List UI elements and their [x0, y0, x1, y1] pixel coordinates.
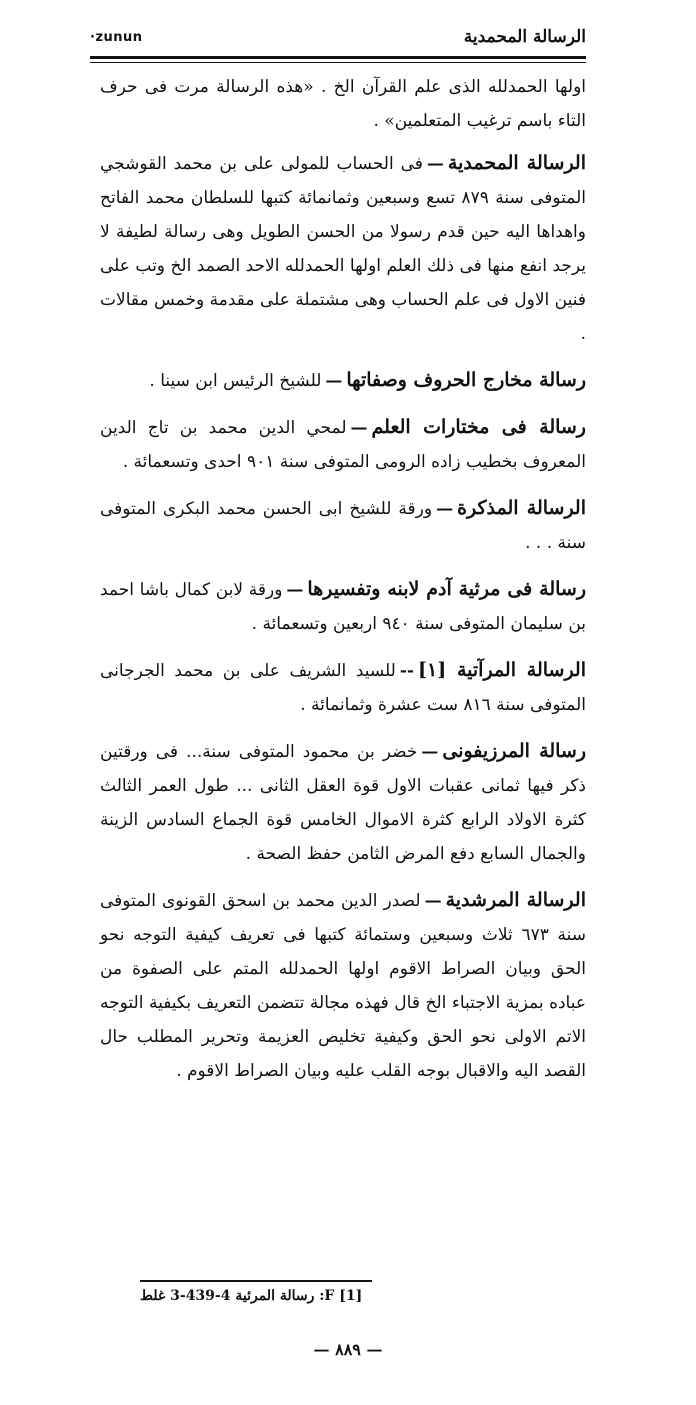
- entry-text: للشيخ الرئيس ابن سينا .: [149, 371, 322, 391]
- main-text: [100, 70, 586, 1100]
- footnote-rule: [140, 1280, 372, 1282]
- entry-text: لصدر الدين محمد بن اسحق القونوى المتوفى سنة ٦٧٣ ثلاث وسبعين وستمائة كتبها فى تعريف كيفية التوجه نحو الحق وبيان الصراط الاقوم اولها الحمدلله المتم على الصفوة من عباده بمزية الاجتباء الخ قال فهذه مجالة تتضمن التعريف بكيفية التوجه الاتم الاولى نحو الحق وكيفية تخليص العزيمة وتحرير المطلب حال القصد اليه والاقبال بوجه القلب عليه وبيان الصراط الاقوم .: [100, 891, 586, 1081]
- running-header: [90, 22, 586, 52]
- entry-text: ورقة للشيخ ابى الحسن محمد البكرى المتوفى سنة . . .: [100, 499, 586, 553]
- entry-title: رسالة المرزيفونى: [442, 740, 586, 762]
- entry: [100, 572, 586, 641]
- entry-title: رسالة فى مختارات العلم: [371, 416, 586, 438]
- entry-text: ورقة لابن كمال باشا احمد بن سليمان المتوفى سنة ٩٤٠ اربعين وتسعمائة .: [100, 580, 586, 634]
- entry-dash: —: [426, 154, 444, 174]
- entry: [100, 883, 586, 1088]
- entry-text: فى الحساب للمولى على بن محمد القوشجي المتوفى سنة ٨٧٩ تسع وسبعين وثمانمائة كتبها للسلطان محمد الفاتح واهداها اليه حين قدم رسولا من الحسن الطويل وهى رسالة لطيفة لا يرجد انفع منها فى ذلك العلم اولها الحمدلله الاحد الصمد الخ وتب على فنين الاول فى علم الحساب وهى مشتملة على مقدمة وخمس مقالات .: [100, 154, 586, 344]
- entry-title: الرسالة المرآتية [١]: [418, 659, 586, 681]
- entry-title: الرسالة المرشدية: [445, 889, 586, 911]
- entry-title: الرسالة المحمدية: [447, 152, 586, 174]
- entry-dash: —: [350, 418, 368, 438]
- header-rule-thick: [90, 56, 586, 59]
- header-rule-thin: [90, 62, 586, 63]
- header-title: الرسالة المحمدية: [463, 27, 586, 47]
- footnote: [1] F: رسالة المرئية 4-439-3 غلط: [140, 1288, 363, 1304]
- entry: [100, 410, 586, 479]
- entry: [100, 491, 586, 560]
- entry-text: خضر بن محمود المتوفى سنة... فى ورقتين ذكر فيها ثمانى عقبات الاول قوة العقل الثانى ... طول العمر الثالث كثرة الاولاد الرابع كثرة الاموال الخامس قوة الجماع السادس الزينة والجمال السابع دفع المرض الثامن حفظ الصحة .: [100, 742, 586, 864]
- entry-title: رسالة فى مرثية آدم لابنه وتفسيرها: [307, 578, 586, 600]
- entry: [100, 363, 586, 398]
- entry-dash: —: [325, 371, 343, 391]
- entry-dash: —: [421, 742, 439, 762]
- entry-title: رسالة مخارج الحروف وصفاتها: [346, 369, 586, 391]
- entry: [100, 734, 586, 871]
- entry: [100, 146, 586, 351]
- entry-dash: —: [436, 499, 454, 519]
- entry-dash: —: [424, 891, 442, 911]
- page-number: — ٨٨٩ —: [313, 1340, 383, 1359]
- entry-text: للسيد الشريف على بن محمد الجرجانى المتوفى سنة ٨١٦ ست عشرة وثمانمائة .: [100, 661, 586, 715]
- entry: [100, 653, 586, 722]
- entry-title: الرسالة المذكرة: [457, 497, 586, 519]
- header-left-label: ·zunun: [90, 29, 143, 45]
- intro-paragraph: اولها الحمدلله الذى علم القرآن الخ . «هذه الرسالة مرت فى حرف التاء باسم ترغيب المتعلمين» .: [100, 77, 586, 131]
- entry-text: لمحي الدين محمد بن تاج الدين المعروف بخطيب زاده الرومى المتوفى سنة ٩٠١ احدى وتسعمائة .: [100, 418, 586, 472]
- entry-dash: —: [286, 580, 304, 600]
- entry-dash: --: [399, 661, 414, 681]
